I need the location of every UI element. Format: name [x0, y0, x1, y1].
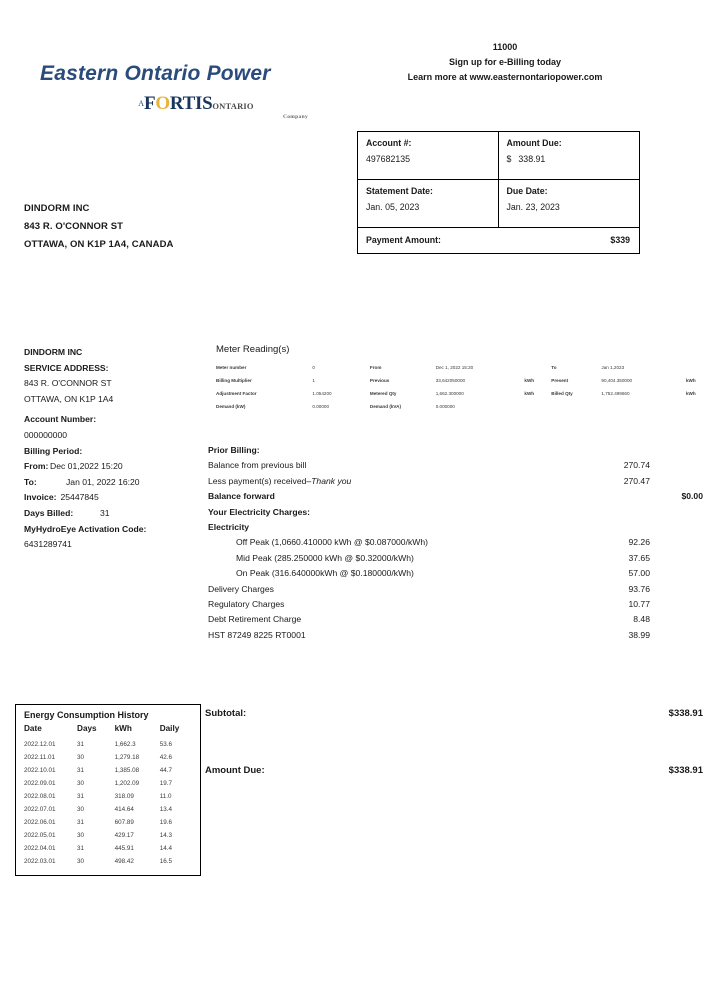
meter-readings-table: [216, 361, 711, 413]
regulatory-charges-value: 10.77: [628, 598, 650, 609]
balance-forward-value: $0.00: [681, 491, 703, 502]
meter-row-value-1: 0.00000: [312, 404, 330, 409]
meter-readings-section: [216, 344, 711, 413]
notice-learnmore-line: Learn more at www.easternontariopower.com: [407, 72, 603, 82]
mid-peak-row: [208, 551, 703, 566]
meter-row-label-1: Meter number: [216, 365, 247, 370]
history-col-daily: Daily: [159, 724, 180, 733]
meter-row-label-3: [551, 400, 601, 413]
meter-row: [216, 361, 711, 374]
meter-row-label-1: Billing Multiplier: [216, 378, 252, 383]
history-cell-daily: 14.3: [159, 832, 172, 839]
hst-value: 38.99: [628, 629, 650, 640]
hst-row: [208, 628, 703, 643]
meter-row-unit-2: kWh: [524, 391, 535, 396]
billing-period-from: [24, 459, 214, 475]
meter-readings-title: Meter Reading(s): [216, 344, 290, 355]
meter-row-unit-2: [524, 400, 551, 413]
thank-you-text: –Thank you: [306, 475, 352, 486]
mid-peak-value: 37.65: [628, 552, 650, 563]
due-date-label: Due Date:: [506, 186, 548, 196]
history-cell-days: 31: [77, 767, 85, 774]
history-cell-days: 30: [77, 754, 85, 761]
due-date-cell: [499, 180, 640, 227]
amount-due-total-value: $338.91: [668, 765, 703, 776]
amount-due-cell: [499, 132, 640, 179]
history-table: [24, 724, 192, 868]
delivery-charges-row: [208, 582, 703, 597]
amount-due-total-row: [205, 765, 703, 783]
history-cell-date: 2022.07.01: [24, 806, 56, 813]
meter-row-value-1: 1: [312, 378, 315, 383]
amount-due-total-label: Amount Due:: [205, 765, 265, 776]
history-cell-days: 31: [77, 793, 85, 800]
fortis-word-o: O: [155, 93, 170, 114]
on-peak-row: [208, 566, 703, 581]
meter-row-value-3: 90,404.350000: [601, 378, 633, 383]
invoice-label: Invoice:: [24, 492, 57, 503]
table-row: [24, 738, 192, 751]
totals-spacer: [205, 726, 703, 765]
table-row: [24, 816, 192, 829]
history-cell-daily: 11.0: [159, 793, 172, 800]
meter-row-value-1: 1.054200: [312, 391, 332, 396]
meter-row: [216, 400, 711, 413]
ebilling-notice: [360, 40, 650, 85]
mailing-address: [24, 200, 174, 254]
history-cell-kwh: 318.09: [114, 793, 134, 800]
balance-forward-label: Balance forward: [208, 491, 275, 502]
account-number-value: 497682135: [366, 154, 411, 164]
meter-row-unit-3: kWh: [685, 391, 696, 396]
account-number-label: Account #:: [366, 138, 412, 148]
due-date-value: Jan. 23, 2023: [506, 202, 560, 212]
account-number-cell: [358, 132, 499, 179]
fortis-logo: [40, 93, 310, 120]
history-header-row: [24, 724, 192, 738]
history-cell-date: 2022.05.01: [24, 832, 56, 839]
history-cell-days: 30: [77, 780, 85, 787]
meter-row: [216, 374, 711, 387]
history-cell-daily: 19.6: [159, 819, 172, 826]
history-cell-kwh: 607.89: [114, 819, 134, 826]
history-cell-daily: 19.7: [159, 780, 172, 787]
meter-row-label-1: Adjustment Factor: [216, 391, 257, 396]
account-number-field-value: 000000000: [24, 429, 68, 440]
service-customer-name: DINDORM INC: [24, 347, 83, 357]
amount-due-number: 338.91: [518, 154, 546, 164]
less-payment-label: [208, 474, 351, 489]
meter-row-value-2: 33,642050000: [435, 378, 466, 383]
fortis-company-tag: Company: [282, 114, 308, 120]
history-cell-date: 2022.04.01: [24, 845, 56, 852]
billing-from-value: Dec 01,2022 15:20: [50, 461, 123, 472]
currency-symbol: $: [506, 154, 512, 164]
activation-code-value: 6431289741: [24, 539, 72, 550]
history-cell-date: 2022.10.01: [24, 767, 56, 774]
meter-row-value-1: 0: [312, 365, 315, 370]
energy-consumption-history: [15, 704, 201, 876]
charges-section: [208, 443, 703, 643]
meter-row-label-3: Present: [551, 378, 569, 383]
days-billed-value: 31: [100, 507, 110, 518]
table-row: [24, 790, 192, 803]
history-cell-days: 30: [77, 806, 85, 813]
electricity-subheading-row: [208, 520, 703, 535]
billing-to-value: Jan 01, 2022 16:20: [66, 476, 140, 487]
delivery-charges-value: 93.76: [628, 583, 650, 594]
billing-period-label: Billing Period:: [24, 445, 83, 456]
meter-row-label-3: To: [551, 365, 557, 370]
meter-row-value-3: [601, 400, 686, 413]
fortis-word-end: RTIS: [169, 93, 213, 114]
summary-row-account: [358, 132, 639, 180]
table-row: [24, 777, 192, 790]
meter-row-value-3: Jan 1,2023: [601, 365, 625, 370]
delivery-charges-label: Delivery Charges: [208, 583, 274, 594]
company-name: Eastern Ontario Power: [40, 62, 271, 85]
mailing-address-line-2: 843 R. O'CONNOR ST: [24, 221, 124, 232]
mid-peak-label: Mid Peak (285.250000 kWh @ $0.32000/kWh): [236, 552, 414, 563]
hst-label: HST 87249 8225 RT0001: [208, 629, 306, 640]
history-cell-kwh: 1,279.18: [114, 754, 140, 761]
history-cell-days: 30: [77, 832, 85, 839]
history-cell-days: 31: [77, 741, 85, 748]
history-cell-kwh: 1,385.08: [114, 767, 140, 774]
history-cell-date: 2022.08.01: [24, 793, 56, 800]
payment-amount-value: $339: [610, 235, 630, 245]
history-cell-daily: 14.4: [159, 845, 172, 852]
regulatory-charges-label: Regulatory Charges: [208, 598, 285, 609]
balance-forward-row: [208, 489, 703, 504]
billing-period-to: [24, 475, 214, 491]
billing-to-label: To:: [24, 476, 37, 487]
service-address-line-2: OTTAWA, ON K1P 1A4: [24, 393, 114, 404]
notice-signup-line: Sign up for e-Billing today: [449, 57, 561, 67]
payment-amount-cell: [358, 228, 639, 253]
debt-retirement-value: 8.48: [633, 614, 650, 625]
history-cell-kwh: 1,202.09: [114, 780, 140, 787]
debt-retirement-row: [208, 612, 703, 627]
history-col-date: Date: [24, 724, 42, 733]
mailing-address-line-1: DINDORM INC: [24, 203, 90, 214]
invoice-value: 25447845: [60, 492, 99, 503]
history-cell-kwh: 445.91: [114, 845, 134, 852]
meter-row-value-2: 0.000000: [435, 404, 455, 409]
history-cell-days: 31: [77, 819, 85, 826]
history-cell-days: 30: [77, 858, 85, 865]
history-cell-date: 2022.12.01: [24, 741, 56, 748]
electricity-charges-heading-row: [208, 505, 703, 520]
electricity-charges-title: Your Electricity Charges:: [208, 506, 311, 517]
electricity-label: Electricity: [208, 521, 250, 532]
table-row: [24, 803, 192, 816]
service-address-label: SERVICE ADDRESS:: [24, 362, 109, 373]
meter-row-label-2: Previous: [369, 378, 390, 383]
payment-amount-label: Payment Amount:: [366, 235, 441, 245]
meter-row-unit-3: kWh: [685, 378, 696, 383]
history-cell-kwh: 414.64: [114, 806, 134, 813]
statement-date-label: Statement Date:: [366, 186, 433, 196]
fortis-word-start: F: [144, 93, 156, 114]
summary-row-payment: [358, 228, 639, 253]
regulatory-charges-row: [208, 597, 703, 612]
days-billed-label: Days Billed:: [24, 507, 74, 518]
history-cell-date: 2022.03.01: [24, 858, 56, 865]
off-peak-value: 92.26: [628, 537, 650, 548]
table-row: [24, 842, 192, 855]
meter-row-label-2: Demand (kVA): [369, 404, 401, 409]
subtotal-row: [205, 708, 703, 726]
service-address-line-1: 843 R. O'CONNOR ST: [24, 378, 112, 389]
mailing-address-line-3: OTTAWA, ON K1P 1A4, CANADA: [24, 239, 174, 250]
history-cell-daily: 42.6: [159, 754, 172, 761]
less-payment-text: Less payment(s) received: [208, 475, 307, 486]
meter-row-unit-3: [686, 400, 711, 413]
balance-previous-row: [208, 458, 703, 473]
meter-row-unit-3: [686, 361, 711, 374]
less-payment-row: [208, 474, 703, 489]
company-logo: [40, 62, 310, 120]
history-cell-kwh: 1,662.3: [114, 741, 136, 748]
notice-code: 11000: [492, 42, 518, 52]
meter-row-value-3: 1,752.499660: [601, 391, 630, 396]
meter-row-unit-2: [524, 361, 551, 374]
fortis-article: A: [138, 99, 145, 108]
meter-row-label-1: Demand (kW): [216, 404, 246, 409]
history-cell-daily: 44.7: [159, 767, 172, 774]
history-cell-daily: 13.4: [159, 806, 172, 813]
subtotal-label: Subtotal:: [205, 708, 247, 719]
days-billed-row: [24, 506, 214, 522]
subtotal-value: $338.91: [668, 708, 703, 719]
account-summary-box: [357, 131, 640, 254]
amount-due-label: Amount Due:: [506, 138, 562, 148]
meter-row-label-2: From: [369, 365, 382, 370]
billing-from-label: From:: [24, 461, 49, 472]
off-peak-row: [208, 535, 703, 550]
table-row: [24, 829, 192, 842]
history-cell-kwh: 429.17: [114, 832, 134, 839]
meter-row-label-2: Metered Qty: [369, 391, 397, 396]
meter-row-unit-2: kWh: [524, 378, 535, 383]
statement-date-cell: [358, 180, 499, 227]
on-peak-value: 57.00: [628, 568, 650, 579]
history-cell-daily: 53.6: [159, 741, 172, 748]
meter-row-value-2: 1,662.300000: [435, 391, 464, 396]
table-row: [24, 855, 192, 868]
history-cell-date: 2022.09.01: [24, 780, 56, 787]
meter-row: [216, 387, 711, 400]
on-peak-label: On Peak (316.640000kWh @ $0.180000/kWh): [236, 568, 414, 579]
history-cell-date: 2022.06.01: [24, 819, 56, 826]
totals-section: [205, 708, 703, 783]
meter-row-value-2: Dec 1, 2022 15:20: [435, 365, 474, 370]
history-cell-date: 2022.11.01: [24, 754, 56, 761]
prior-billing-title: Prior Billing:: [208, 445, 260, 455]
invoice-row: [24, 490, 214, 506]
prior-billing-heading-row: [208, 443, 703, 458]
service-details: [24, 345, 214, 553]
summary-row-dates: [358, 180, 639, 228]
history-col-days: Days: [77, 724, 97, 733]
history-cell-kwh: 498.42: [114, 858, 134, 865]
table-row: [24, 764, 192, 777]
history-col-kwh: kWh: [114, 724, 132, 733]
balance-previous-label: Balance from previous bill: [208, 460, 307, 471]
history-cell-daily: 16.5: [159, 858, 172, 865]
account-number-field-label: Account Number:: [24, 414, 97, 425]
activation-code-label: MyHydroEye Activation Code:: [24, 523, 147, 534]
fortis-region: ONTARIO: [212, 101, 254, 111]
off-peak-label: Off Peak (1,0660.410000 kWh @ $0.087000/kWh): [236, 537, 429, 548]
less-payment-value: 270.47: [623, 475, 650, 486]
balance-previous-value: 270.74: [623, 460, 650, 471]
history-title: Energy Consumption History: [24, 710, 149, 720]
debt-retirement-label: Debt Retirement Charge: [208, 614, 302, 625]
meter-row-label-3: Billed Qty: [551, 391, 573, 396]
statement-date-value: Jan. 05, 2023: [366, 202, 420, 212]
table-row: [24, 751, 192, 764]
amount-due-value: [507, 154, 632, 164]
history-cell-days: 31: [77, 845, 85, 852]
